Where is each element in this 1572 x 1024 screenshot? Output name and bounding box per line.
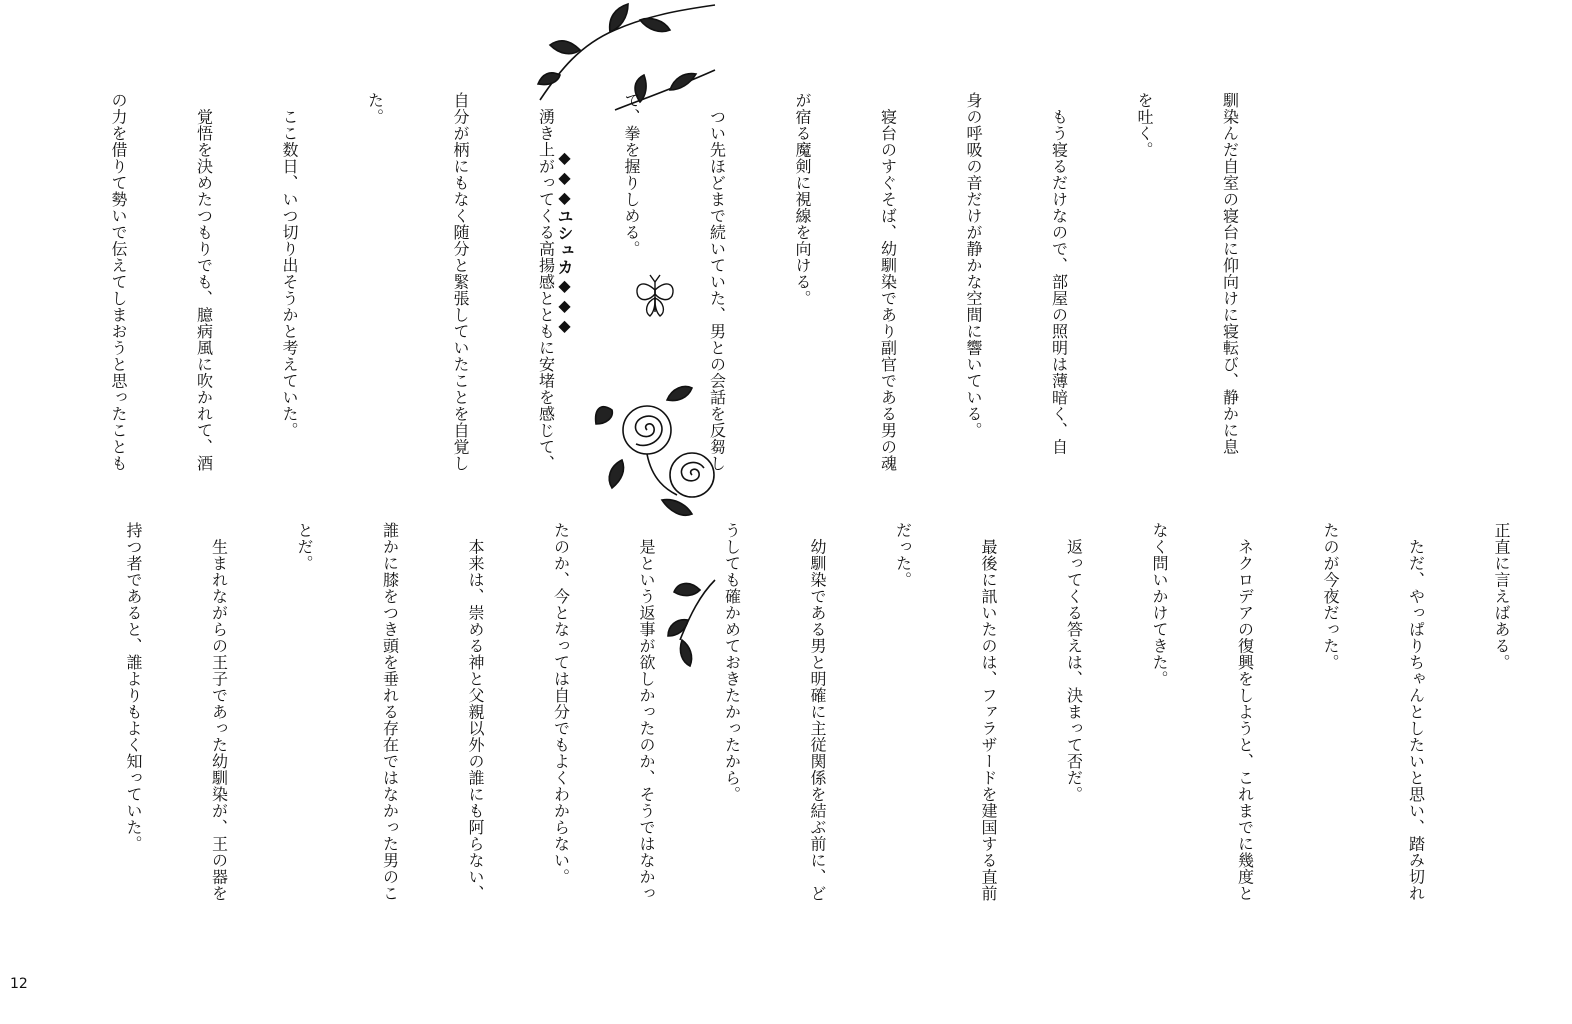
text-column: 是という返事が欲しかったのか、そうではなかっ [637, 522, 656, 902]
text-column: を吐く。 [1135, 92, 1154, 158]
text-column: て、拳を握りしめる。 [622, 92, 641, 257]
text-column: ここ数日、いつ切り出そうかと考えていた。 [280, 92, 299, 439]
text-column: もう寝るだけなので、部屋の照明は薄暗く、自 [1049, 92, 1069, 455]
text-column: 誰かに膝をつき頭を垂れる存在ではなかった男のこ [380, 522, 400, 902]
text-column: だった。 [893, 522, 913, 588]
text-column: 返ってくる答えは、決まって否だ。 [1064, 522, 1084, 803]
text-column: た。 [365, 92, 385, 125]
text-column: 自分が柄にもなく随分と緊張していたことを自覚し [451, 92, 470, 472]
text-column: 最後に訊いたのは、ファラザードを建国する直前 [979, 522, 998, 902]
text-column: つい先ほどまで続いていた、男との会話を反芻し [707, 92, 727, 472]
text-column: なく問いかけてきた。 [1150, 522, 1169, 687]
text-column: たのか、今となっては自分でもよくわからない。 [551, 522, 571, 885]
text-column: 本来は、崇める神と父親以外の誰にも阿らない、 [466, 522, 485, 902]
text-column: 持つ者であると、誰よりもよく知っていた。 [124, 522, 143, 852]
text-column: 馴染んだ自室の寝台に仰向けに寝転び、静かに息 [1220, 92, 1240, 455]
text-column: 湧き上がってくる高揚感とともに安堵を感じて、 [536, 92, 556, 472]
text-column: が宿る魔剣に視線を向ける。 [793, 92, 812, 307]
text-column: ネクロデアの復興をしようと、これまでに幾度と [1235, 522, 1255, 902]
text-block-upper [75, 92, 1301, 504]
text-column: 正直に言えばある。 [1492, 522, 1511, 671]
text-column: 覚悟を決めたつもりでも、臆病風に吹かれて、酒 [194, 92, 214, 472]
text-column: 寝台のすぐそば、幼馴染であり副官である男の魂 [878, 92, 898, 472]
text-column: とだ。 [295, 522, 314, 572]
text-column: 幼馴染である男と明確に主従関係を結ぶ前に、ど [808, 522, 827, 902]
text-column: うしても確かめておきたかったから。 [722, 522, 742, 803]
text-column: ただ、やっぱりちゃんとしたいと思い、踏み切れ [1406, 522, 1426, 902]
text-column: たのが今夜だった。 [1321, 522, 1340, 671]
section-heading: ◆◆◆ユシュカ◆◆◆ [555, 148, 574, 336]
text-column: 身の呼吸の音だけが静かな空間に響いている。 [964, 92, 983, 439]
text-block-lower [90, 522, 1572, 942]
page-number: 12 [10, 976, 28, 992]
text-column: の力を借りて勢いで伝えてしまおうと思ったことも [109, 92, 128, 472]
text-column: 生まれながらの王子であった幼馴染が、王の器を [209, 522, 229, 902]
